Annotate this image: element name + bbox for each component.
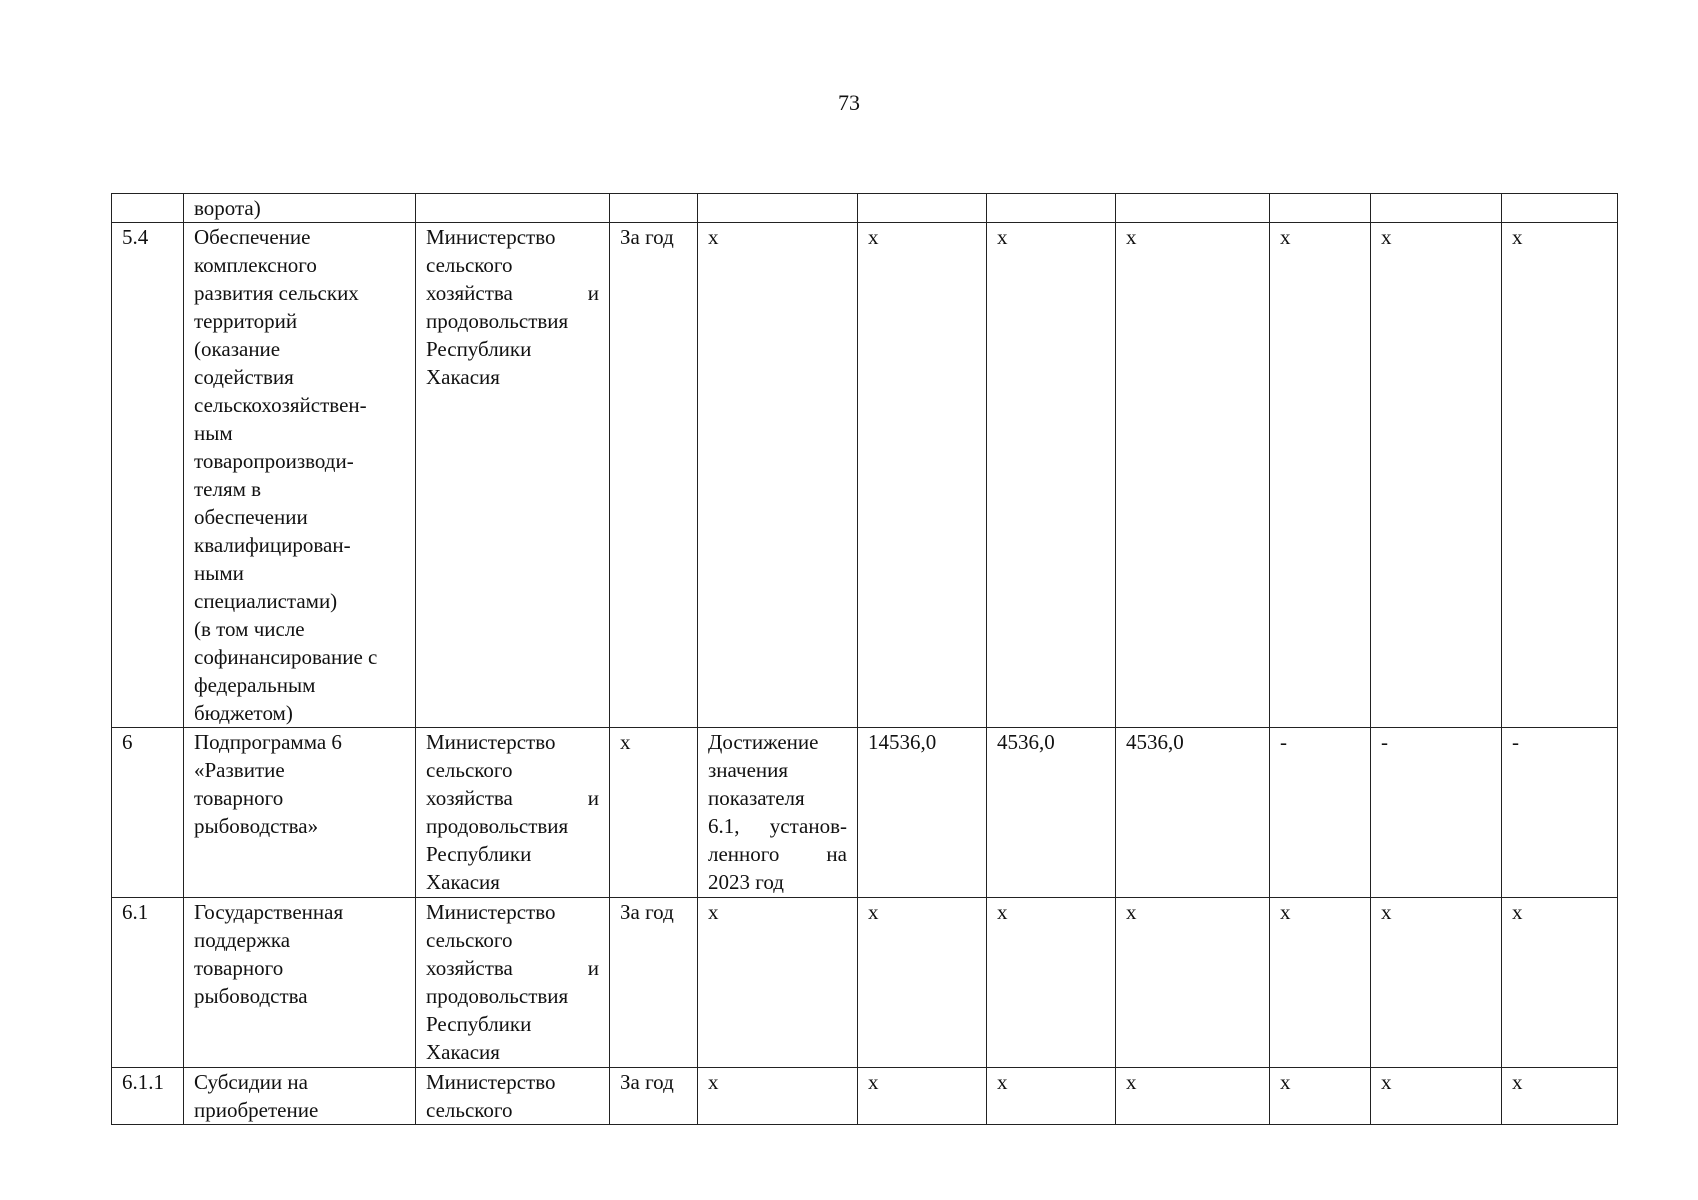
activity-name-cell-line: Обеспечение [194, 225, 311, 249]
activity-name-cell-line: ными [194, 561, 244, 585]
value-cell-6: х [1502, 1068, 1618, 1125]
executor-cell-line: хозяйства и [426, 281, 599, 305]
activity-name-cell-line: телям в [194, 477, 262, 501]
activity-name-cell-line: бюджетом) [194, 701, 293, 725]
value-cell-5: х [1371, 223, 1502, 728]
executor-cell-line: Министерство [426, 730, 556, 754]
value-cell-5: - [1371, 728, 1502, 898]
table-row [112, 898, 1618, 1068]
value-cell-5 [1371, 194, 1502, 223]
executor-cell [416, 898, 610, 1068]
value-cell-3: х [1116, 1068, 1270, 1125]
value-cell-2: х [987, 1068, 1116, 1125]
executor-cell-line: Хакасия [426, 1040, 500, 1064]
value-cell-2: 4536,0 [987, 728, 1116, 898]
executor-cell-line: продовольствия [426, 814, 569, 838]
result-cell [698, 728, 858, 898]
table-row [112, 728, 1618, 898]
value-cell-4: х [1270, 223, 1371, 728]
value-cell-2 [987, 194, 1116, 223]
activity-name-cell-line: территорий [194, 309, 298, 333]
result-cell-line: х [708, 1070, 719, 1094]
executor-cell-line: Республики [426, 337, 532, 361]
activity-name-cell-line: квалифицирован- [194, 533, 351, 557]
executor-cell-line: продовольствия [426, 984, 569, 1008]
table-row [112, 194, 1618, 223]
value-cell-1 [858, 194, 987, 223]
executor-cell-line: Министерство [426, 1070, 556, 1094]
value-cell-6: - [1502, 728, 1618, 898]
result-cell-line: х [708, 900, 719, 924]
activity-name-cell [184, 898, 416, 1068]
activity-name-cell-line: товарного [194, 786, 284, 810]
activity-name-cell-line: товаропроизводи- [194, 449, 354, 473]
value-cell-5: х [1371, 898, 1502, 1068]
result-cell-line: показателя [708, 786, 805, 810]
value-cell-3: х [1116, 223, 1270, 728]
executor-cell-line: продовольствия [426, 309, 569, 333]
value-cell-5: х [1371, 1068, 1502, 1125]
activity-name-cell-line: обеспечении [194, 505, 308, 529]
value-cell-4: х [1270, 898, 1371, 1068]
activity-name-cell-line: товарного [194, 956, 284, 980]
value-cell-4: - [1270, 728, 1371, 898]
executor-cell-line: Республики [426, 1012, 532, 1036]
activity-name-cell-line: софинансирование с [194, 645, 378, 669]
executor-cell-line: сельского [426, 928, 513, 952]
activity-name-cell [184, 728, 416, 898]
value-cell-1: х [858, 898, 987, 1068]
executor-cell-line: хозяйства и [426, 786, 599, 810]
activity-name-cell-line: комплексного [194, 253, 317, 277]
activity-name-cell-line: рыбоводства [194, 984, 308, 1008]
value-cell-1: 14536,0 [858, 728, 987, 898]
result-cell [698, 194, 858, 223]
activity-name-cell-line: приобретение [194, 1098, 319, 1122]
result-cell-line: ленного на [708, 842, 847, 866]
result-cell-line: 2023 год [708, 870, 784, 894]
activity-name-cell-line: Государственная [194, 900, 344, 924]
executor-cell-line: Министерство [426, 225, 556, 249]
executor-cell-line: сельского [426, 1098, 513, 1122]
value-cell-6 [1502, 194, 1618, 223]
activity-name-cell [184, 223, 416, 728]
value-cell-3: х [1116, 898, 1270, 1068]
result-cell-line: 6.1, установ- [708, 814, 847, 838]
row-number-cell: 5.4 [112, 223, 184, 728]
table-body [112, 194, 1618, 1125]
activity-name-cell-line: сельскохозяйствен- [194, 393, 367, 417]
period-cell: х [610, 728, 698, 898]
value-cell-2: х [987, 223, 1116, 728]
executor-cell-line: Хакасия [426, 870, 500, 894]
period-cell: За год [610, 898, 698, 1068]
value-cell-6: х [1502, 898, 1618, 1068]
value-cell-3: 4536,0 [1116, 728, 1270, 898]
activity-name-cell [184, 1068, 416, 1125]
value-cell-3 [1116, 194, 1270, 223]
result-cell-line: х [708, 225, 719, 249]
activity-name-cell-line: (в том числе [194, 617, 305, 641]
period-cell: За год [610, 223, 698, 728]
activity-name-cell-line: «Развитие [194, 758, 285, 782]
activity-name-cell-line: развития сельских [194, 281, 359, 305]
row-number-cell: 6.1 [112, 898, 184, 1068]
result-cell [698, 1068, 858, 1125]
table-row [112, 223, 1618, 728]
period-cell: За год [610, 1068, 698, 1125]
table-row [112, 1068, 1618, 1125]
row-number-cell [112, 194, 184, 223]
executor-cell-line: Республики [426, 842, 532, 866]
executor-cell [416, 194, 610, 223]
value-cell-4: х [1270, 1068, 1371, 1125]
activity-name-cell [184, 194, 416, 223]
page-number: 73 [838, 90, 860, 115]
executor-cell-line: Хакасия [426, 365, 500, 389]
activity-name-cell-line: федеральным [194, 673, 316, 697]
executor-cell [416, 223, 610, 728]
executor-cell-line: сельского [426, 758, 513, 782]
executor-cell-line: Министерство [426, 900, 556, 924]
row-number-cell: 6.1.1 [112, 1068, 184, 1125]
activity-name-cell-line: ворота) [194, 196, 261, 220]
activity-name-cell-line: поддержка [194, 928, 291, 952]
activity-name-cell-line: ным [194, 421, 233, 445]
result-cell-line: значения [708, 758, 789, 782]
activity-name-cell-line: Подпрограмма 6 [194, 730, 342, 754]
value-cell-2: х [987, 898, 1116, 1068]
executor-cell-line: сельского [426, 253, 513, 277]
period-cell [610, 194, 698, 223]
row-number-cell: 6 [112, 728, 184, 898]
program-table [111, 193, 1618, 1125]
value-cell-1: х [858, 223, 987, 728]
result-cell [698, 223, 858, 728]
activity-name-cell-line: рыбоводства» [194, 814, 319, 838]
activity-name-cell-line: (оказание [194, 337, 281, 361]
activity-name-cell-line: содействия [194, 365, 294, 389]
result-cell-line: Достижение [708, 730, 819, 754]
value-cell-4 [1270, 194, 1371, 223]
executor-cell-line: хозяйства и [426, 956, 599, 980]
activity-name-cell-line: специалистами) [194, 589, 338, 613]
executor-cell [416, 1068, 610, 1125]
result-cell [698, 898, 858, 1068]
executor-cell [416, 728, 610, 898]
activity-name-cell-line: Субсидии на [194, 1070, 308, 1094]
value-cell-1: х [858, 1068, 987, 1125]
value-cell-6: х [1502, 223, 1618, 728]
